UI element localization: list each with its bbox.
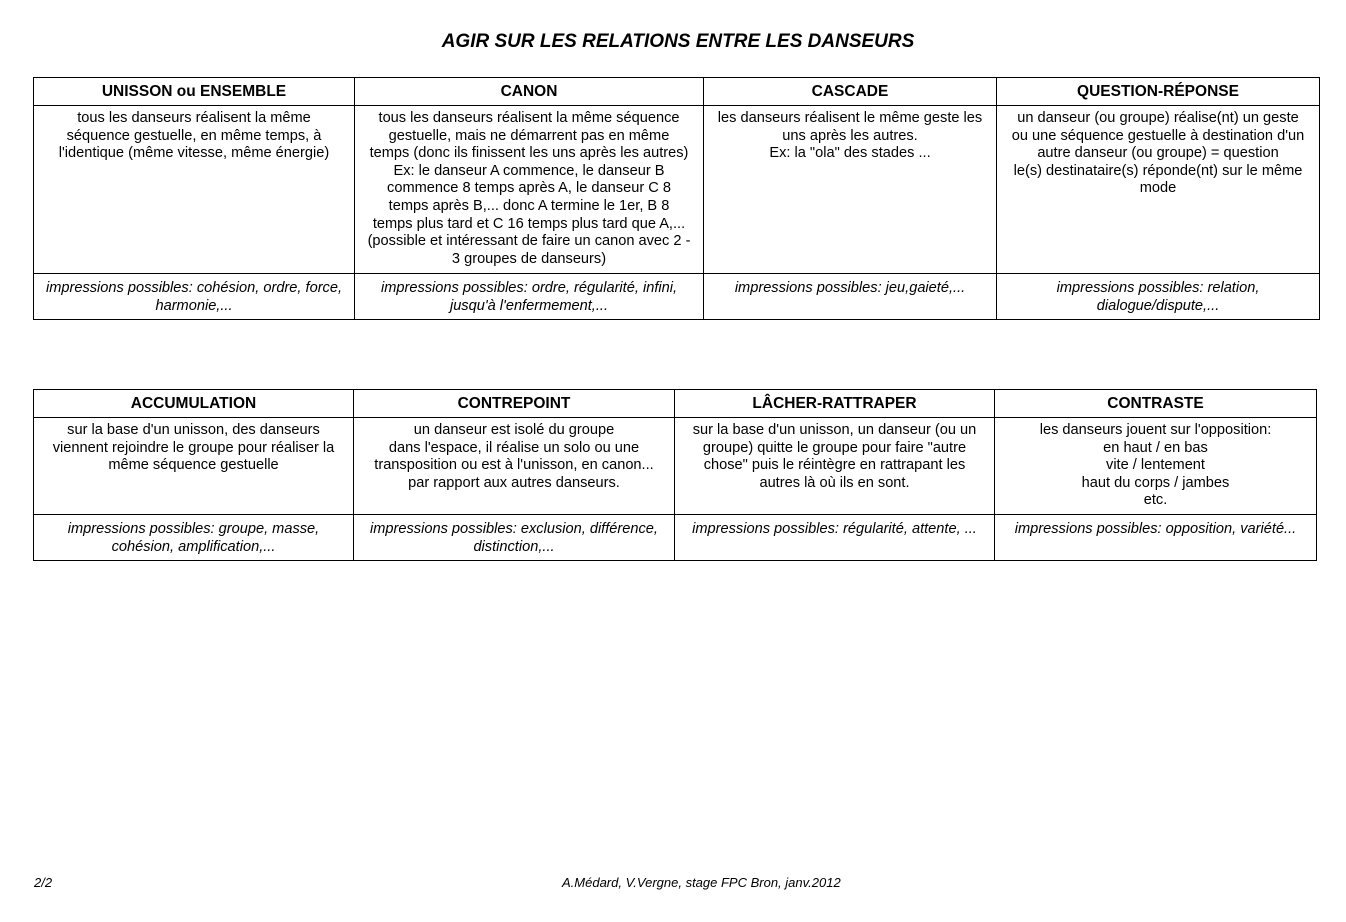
column-header: CONTREPOINT [354, 390, 675, 418]
column-header: CASCADE [704, 78, 997, 106]
description-cell: tous les danseurs réalisent la même séquence gestuelle, mais ne démarrent pas en même temps (donc ils finissent les uns après les autres) Ex: le danseur A commence, le danseur B commence 8 temps après A, le danseur C 8 temps après B,... donc A termine le 1er, B 8 temps plus tard et C 16 temps plus tard que A,... (possible et intéressant de faire un canon avec 2 - 3 groupes de danseurs) [355, 106, 704, 274]
description-row [34, 106, 1320, 274]
description-cell: sur la base d'un unisson, des danseurs viennent rejoindre le groupe pour réaliser la même séquence gestuelle [34, 418, 354, 515]
description-cell: tous les danseurs réalisent la même séquence gestuelle, en même temps, à l'identique (même vitesse, même énergie) [34, 106, 355, 274]
description-cell: les danseurs réalisent le même geste les uns après les autres. Ex: la "ola" des stades ... [704, 106, 997, 274]
column-header: CONTRASTE [995, 390, 1317, 418]
description-row [34, 418, 1317, 515]
impressions-cell: impressions possibles: cohésion, ordre, force, harmonie,... [34, 274, 355, 320]
header-row [34, 390, 1317, 418]
description-cell: sur la base d'un unisson, un danseur (ou un groupe) quitte le groupe pour faire "autre chose" puis le réintègre en rattrapant les autres là où ils en sont. [675, 418, 995, 515]
column-header: ACCUMULATION [34, 390, 354, 418]
impressions-row [34, 515, 1317, 561]
page-number: 2/2 [34, 875, 53, 890]
page-title: AGIR SUR LES RELATIONS ENTRE LES DANSEURS [441, 31, 915, 52]
impressions-cell: impressions possibles: jeu,gaieté,... [704, 274, 997, 320]
impressions-cell: impressions possibles: exclusion, différence, distinction,... [354, 515, 675, 561]
impressions-cell: impressions possibles: régularité, attente, ... [675, 515, 995, 561]
description-cell: un danseur (ou groupe) réalise(nt) un geste ou une séquence gestuelle à destination d'un autre danseur (ou groupe) = question le(s) destinataire(s) réponde(nt) sur le même mode [997, 106, 1320, 274]
relations-table-1 [33, 77, 1320, 320]
header-row [34, 78, 1320, 106]
footer-credit: A.Médard, V.Vergne, stage FPC Bron, janv.2012 [562, 875, 841, 890]
description-cell: un danseur est isolé du groupe dans l'espace, il réalise un solo ou une transposition ou est à l'unisson, en canon... par rapport aux autres danseurs. [354, 418, 675, 515]
description-cell: les danseurs jouent sur l'opposition: en haut / en bas vite / lentement haut du corps / jambes etc. [995, 418, 1317, 515]
impressions-cell: impressions possibles: groupe, masse, cohésion, amplification,... [34, 515, 354, 561]
impressions-cell: impressions possibles: relation, dialogue/dispute,... [997, 274, 1320, 320]
column-header: LÂCHER-RATTRAPER [675, 390, 995, 418]
impressions-row [34, 274, 1320, 320]
column-header: CANON [355, 78, 704, 106]
column-header: UNISSON ou ENSEMBLE [34, 78, 355, 106]
impressions-cell: impressions possibles: ordre, régularité, infini, jusqu'à l'enfermement,... [355, 274, 704, 320]
column-header: QUESTION-RÉPONSE [997, 78, 1320, 106]
relations-table-2 [33, 389, 1317, 561]
impressions-cell: impressions possibles: opposition, variété... [995, 515, 1317, 561]
